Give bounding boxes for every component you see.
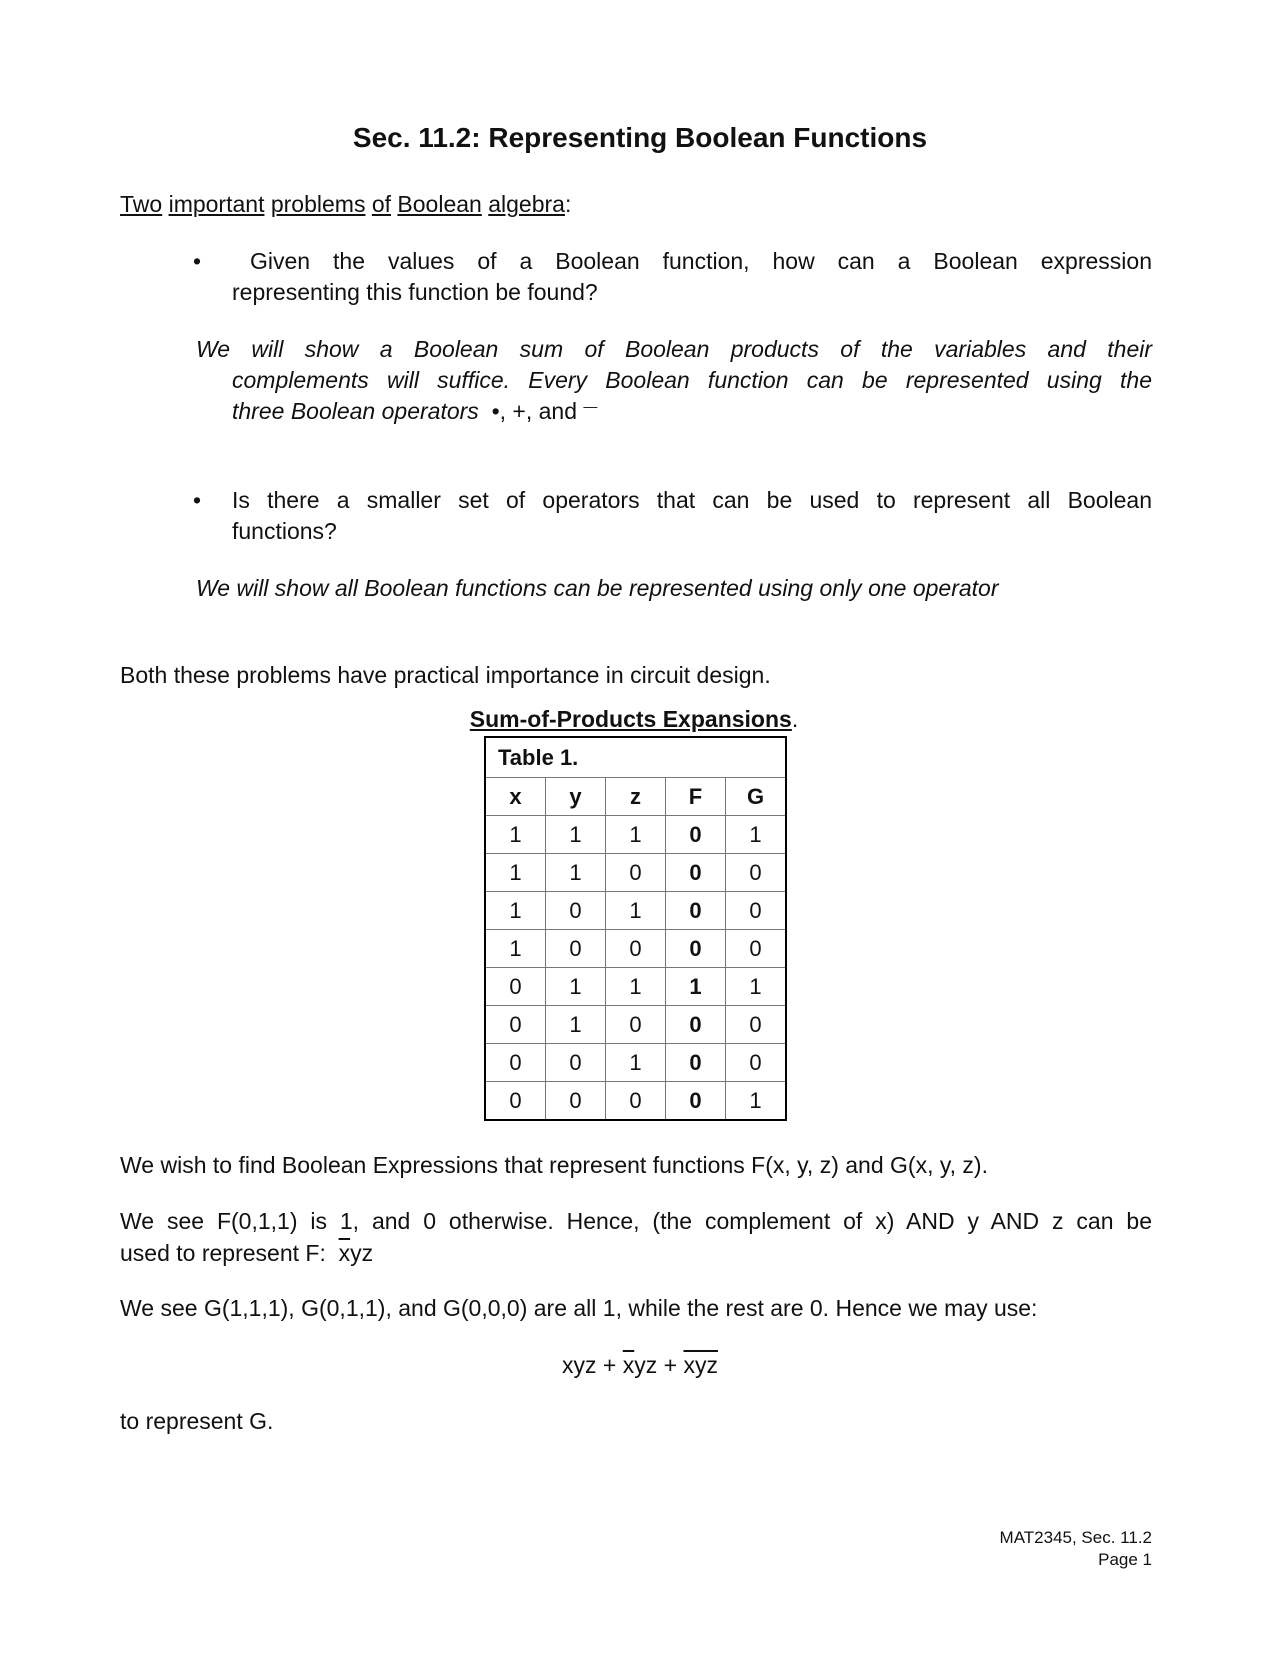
- table-row: [485, 1082, 786, 1121]
- table-cell: 1: [666, 968, 726, 1006]
- complement-x: $\overline{x}$: [338, 1240, 351, 1266]
- table-row: [485, 892, 786, 930]
- toG-line: to represent G.: [120, 1408, 274, 1434]
- seeF-line2: [120, 1240, 373, 1267]
- table-cell: 1: [485, 892, 546, 930]
- table-cell: 0: [666, 1006, 726, 1044]
- section-heading-text: Sum-of-Products Expansions: [469, 706, 792, 732]
- table-cell: 0: [546, 930, 606, 968]
- operators: •, +, and: [491, 398, 577, 424]
- complement-symbol: —: [583, 398, 598, 414]
- header-cell: y: [546, 778, 606, 816]
- bullet-icon: •: [193, 487, 202, 513]
- g-expression: [0, 1352, 1280, 1379]
- table-row: [485, 816, 786, 854]
- seeF-text: used to represent F:: [120, 1240, 326, 1266]
- table-cell: 0: [666, 1082, 726, 1121]
- table-cell: 0: [666, 816, 726, 854]
- header-cell: G: [726, 778, 787, 816]
- table-caption: Table 1.: [485, 737, 786, 778]
- table-cell: 0: [606, 854, 666, 892]
- table-cell: 0: [546, 1044, 606, 1082]
- intro-word: algebra: [488, 191, 565, 217]
- table-row: [485, 854, 786, 892]
- table-cell: 1: [546, 968, 606, 1006]
- table-cell: 0: [726, 1044, 787, 1082]
- table-cell: 1: [546, 816, 606, 854]
- table-cell: 1: [726, 1082, 787, 1121]
- term1: xyz: [562, 1352, 597, 1378]
- table-cell: 0: [726, 1006, 787, 1044]
- table-cell: 1: [606, 816, 666, 854]
- section-period: .: [791, 706, 799, 732]
- intro-line: [120, 191, 571, 218]
- table-cell: 0: [606, 1082, 666, 1121]
- bullet2-line1: Is there a smaller set of operators that can be used to represent all Boolean: [232, 487, 1152, 513]
- term2-rest: yz: [634, 1352, 658, 1378]
- table-cell: 0: [666, 854, 726, 892]
- header-cell: F: [666, 778, 726, 816]
- table-cell: 0: [485, 968, 546, 1006]
- bullet1-line1: Given the values of a Boolean function, how can a Boolean expression: [250, 248, 1152, 274]
- table-cell: 1: [726, 816, 787, 854]
- table-cell: 0: [606, 1006, 666, 1044]
- section-heading: [0, 706, 1268, 733]
- bullet-icon: •: [193, 248, 202, 274]
- term2-bar: $\overline{x}$: [622, 1352, 635, 1378]
- table-cell: 0: [546, 1082, 606, 1121]
- intro-word: Two: [120, 191, 163, 217]
- table-cell: 1: [485, 854, 546, 892]
- plus: +: [602, 1352, 617, 1378]
- footer-course: MAT2345, Sec. 11.2: [999, 1528, 1152, 1547]
- bullet2-line2: functions?: [232, 518, 337, 544]
- table-cell: 1: [485, 930, 546, 968]
- truth-table: [484, 736, 787, 1121]
- table-cell: 0: [666, 892, 726, 930]
- table-cell: 1: [485, 816, 546, 854]
- answer1-line2: complements will suffice. Every Boolean function can be represented using the: [232, 367, 1152, 393]
- table-row: [485, 968, 786, 1006]
- intro-word: important: [168, 191, 265, 217]
- answer2: We will show all Boolean functions can be represented using only one operator: [196, 575, 999, 601]
- bullet1-line2: representing this function be found?: [232, 279, 598, 305]
- table-cell: 0: [726, 854, 787, 892]
- footer-page: Page 1: [1098, 1550, 1152, 1569]
- table-cell: 0: [726, 892, 787, 930]
- term3: $\overline{xyz}$: [683, 1352, 718, 1378]
- table-cell: 1: [546, 1006, 606, 1044]
- seeG-line: We see G(1,1,1), G(0,1,1), and G(0,0,0) are all 1, while the rest are 0. Hence we may use:: [120, 1295, 1038, 1321]
- answer1-text: three Boolean operators: [232, 398, 479, 424]
- table-cell: 0: [485, 1044, 546, 1082]
- intro-word: problems: [270, 191, 366, 217]
- table-cell: 0: [485, 1082, 546, 1121]
- table-header: [485, 778, 786, 816]
- table-cell: 0: [546, 892, 606, 930]
- intro-word: Boolean: [397, 191, 482, 217]
- table-cell: 0: [666, 1044, 726, 1082]
- header-cell: x: [485, 778, 546, 816]
- table-cell: 1: [726, 968, 787, 1006]
- answer1-line3: [232, 398, 597, 425]
- intro-word: of: [371, 191, 392, 217]
- table-row: [485, 930, 786, 968]
- table-cell: 0: [666, 930, 726, 968]
- expr-rest: yz: [350, 1240, 374, 1266]
- table-cell: 0: [485, 1006, 546, 1044]
- table-cell: 1: [606, 1044, 666, 1082]
- answer1-line1: We will show a Boolean sum of Boolean products of the variables and their: [196, 336, 1152, 362]
- page-title: Sec. 11.2: Representing Boolean Functions: [352, 122, 928, 153]
- header-cell: z: [606, 778, 666, 816]
- table-cell: 0: [606, 930, 666, 968]
- wish-line: We wish to find Boolean Expressions that represent functions F(x, y, z) and G(x, y, z).: [120, 1152, 988, 1178]
- seeF-line1: We see F(0,1,1) is 1, and 0 otherwise. Hence, (the complement of x) AND y AND z can be: [120, 1208, 1152, 1234]
- table-cell: 1: [606, 892, 666, 930]
- intro-suffix: :: [564, 191, 572, 217]
- table-row: [485, 1006, 786, 1044]
- table-cell: 0: [726, 930, 787, 968]
- table-cell: 1: [546, 854, 606, 892]
- table-row: [485, 1044, 786, 1082]
- both-line: Both these problems have practical importance in circuit design.: [120, 662, 771, 688]
- table-cell: 1: [606, 968, 666, 1006]
- plus: +: [663, 1352, 678, 1378]
